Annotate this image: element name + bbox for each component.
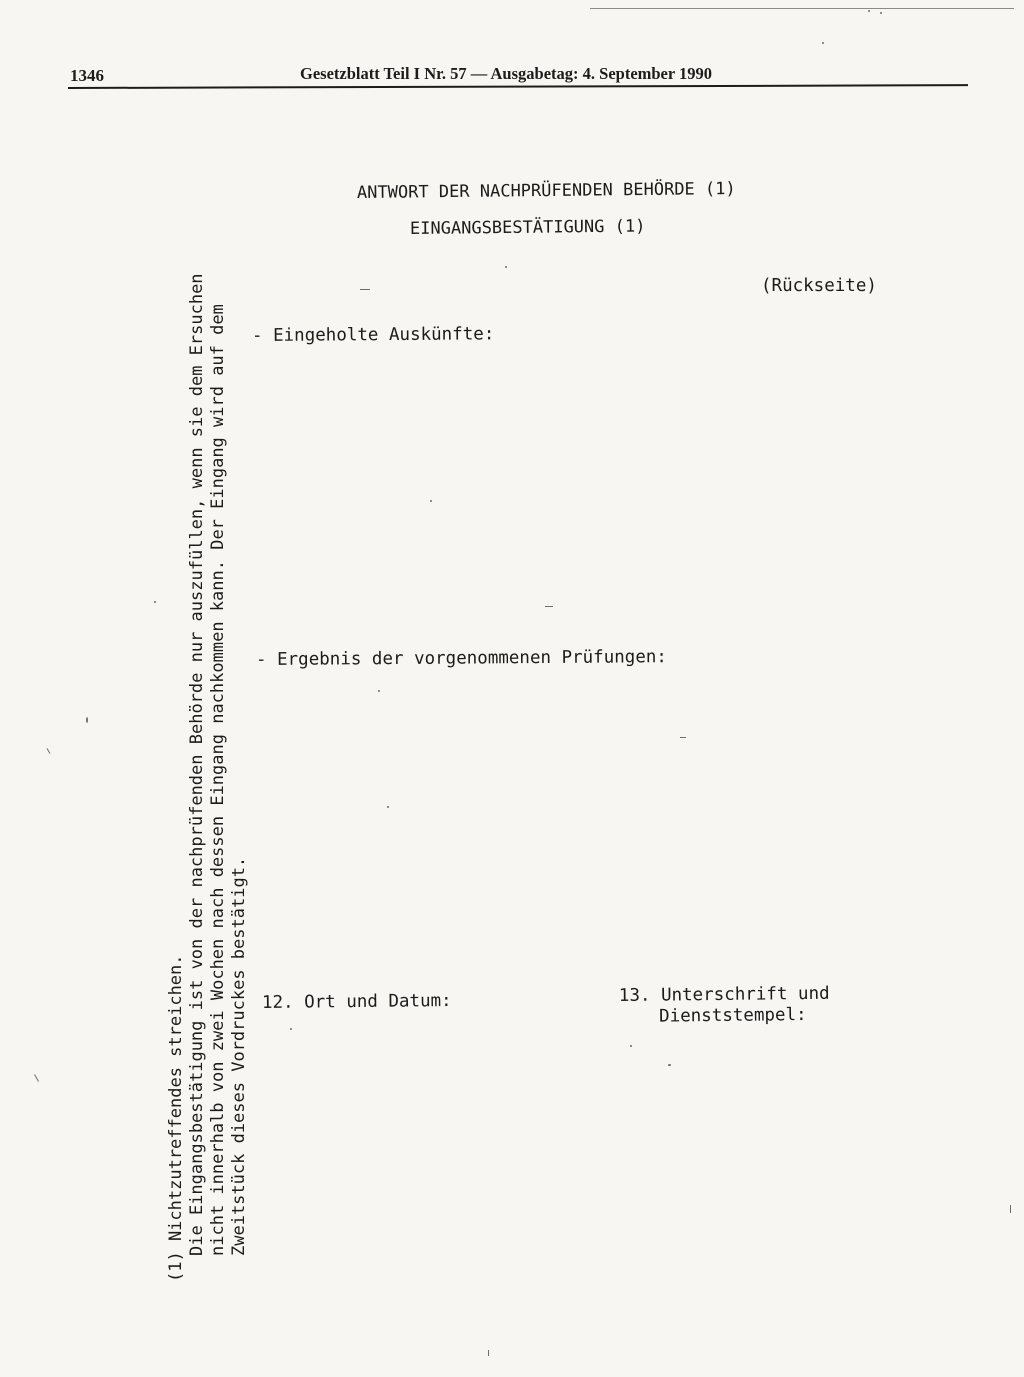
scan-speck: [86, 717, 88, 723]
scan-speck: [378, 690, 380, 692]
footnote-line: (1) Nichtzutreffendes streichen.: [166, 954, 186, 1282]
field-signature-and-stamp: [619, 984, 830, 1028]
scan-speck: [360, 289, 370, 290]
scan-speck: [1010, 1205, 1011, 1213]
field-signature-line-1: 13. Unterschrift und: [618, 983, 830, 1007]
scan-speck: [290, 1028, 292, 1030]
scan-speck: [387, 806, 389, 808]
footnote-rotated: [166, 242, 250, 1282]
scan-speck: [154, 601, 156, 603]
scan-speck: [47, 748, 51, 754]
scan-speck: [430, 500, 432, 502]
scan-speck: [668, 1064, 671, 1066]
section-examination-results: - Ergebnis der vorgenommenen Prüfungen:: [255, 647, 667, 670]
scan-speck: [868, 10, 870, 12]
field-place-and-date: 12. Ort und Datum:: [261, 991, 452, 1013]
footnote-line: Zweitstück dieses Vordruckes bestätigt.: [229, 856, 249, 1256]
scan-speck: [505, 266, 507, 268]
scan-speck: [822, 42, 824, 44]
top-edge-rule: [590, 8, 1014, 9]
scan-speck: [880, 12, 882, 14]
reverse-side-label: (Rückseite): [761, 276, 877, 296]
scan-speck: [545, 606, 553, 607]
section-information-obtained: - Eingeholte Auskünfte:: [251, 324, 495, 346]
scan-speck: [630, 1045, 632, 1047]
scan-speck: [680, 737, 686, 738]
header-rule: [68, 84, 968, 89]
scan-speck: [488, 1350, 489, 1356]
page-number: 1346: [70, 66, 104, 85]
field-signature-line-2: Dienststempel:: [658, 1005, 807, 1027]
footnote-line: Die Eingangsbestätigung ist von der nachprüfenden Behörde nur auszufüllen, wenn sie dem Ersuchen: [187, 273, 207, 1256]
scan-speck: [34, 1074, 39, 1081]
form-subtitle: EINGANGSBESTÄTIGUNG (1): [409, 216, 646, 239]
footnote-line: nicht innerhalb von zwei Wochen nach dessen Eingang nachkommen kann. Der Eingang wird auf dem: [208, 304, 228, 1256]
running-head: Gesetzblatt Teil I Nr. 57 — Ausgabetag: 4. September 1990: [300, 64, 713, 83]
form-title: ANTWORT DER NACHPRÜFENDEN BEHÖRDE (1): [356, 179, 736, 203]
